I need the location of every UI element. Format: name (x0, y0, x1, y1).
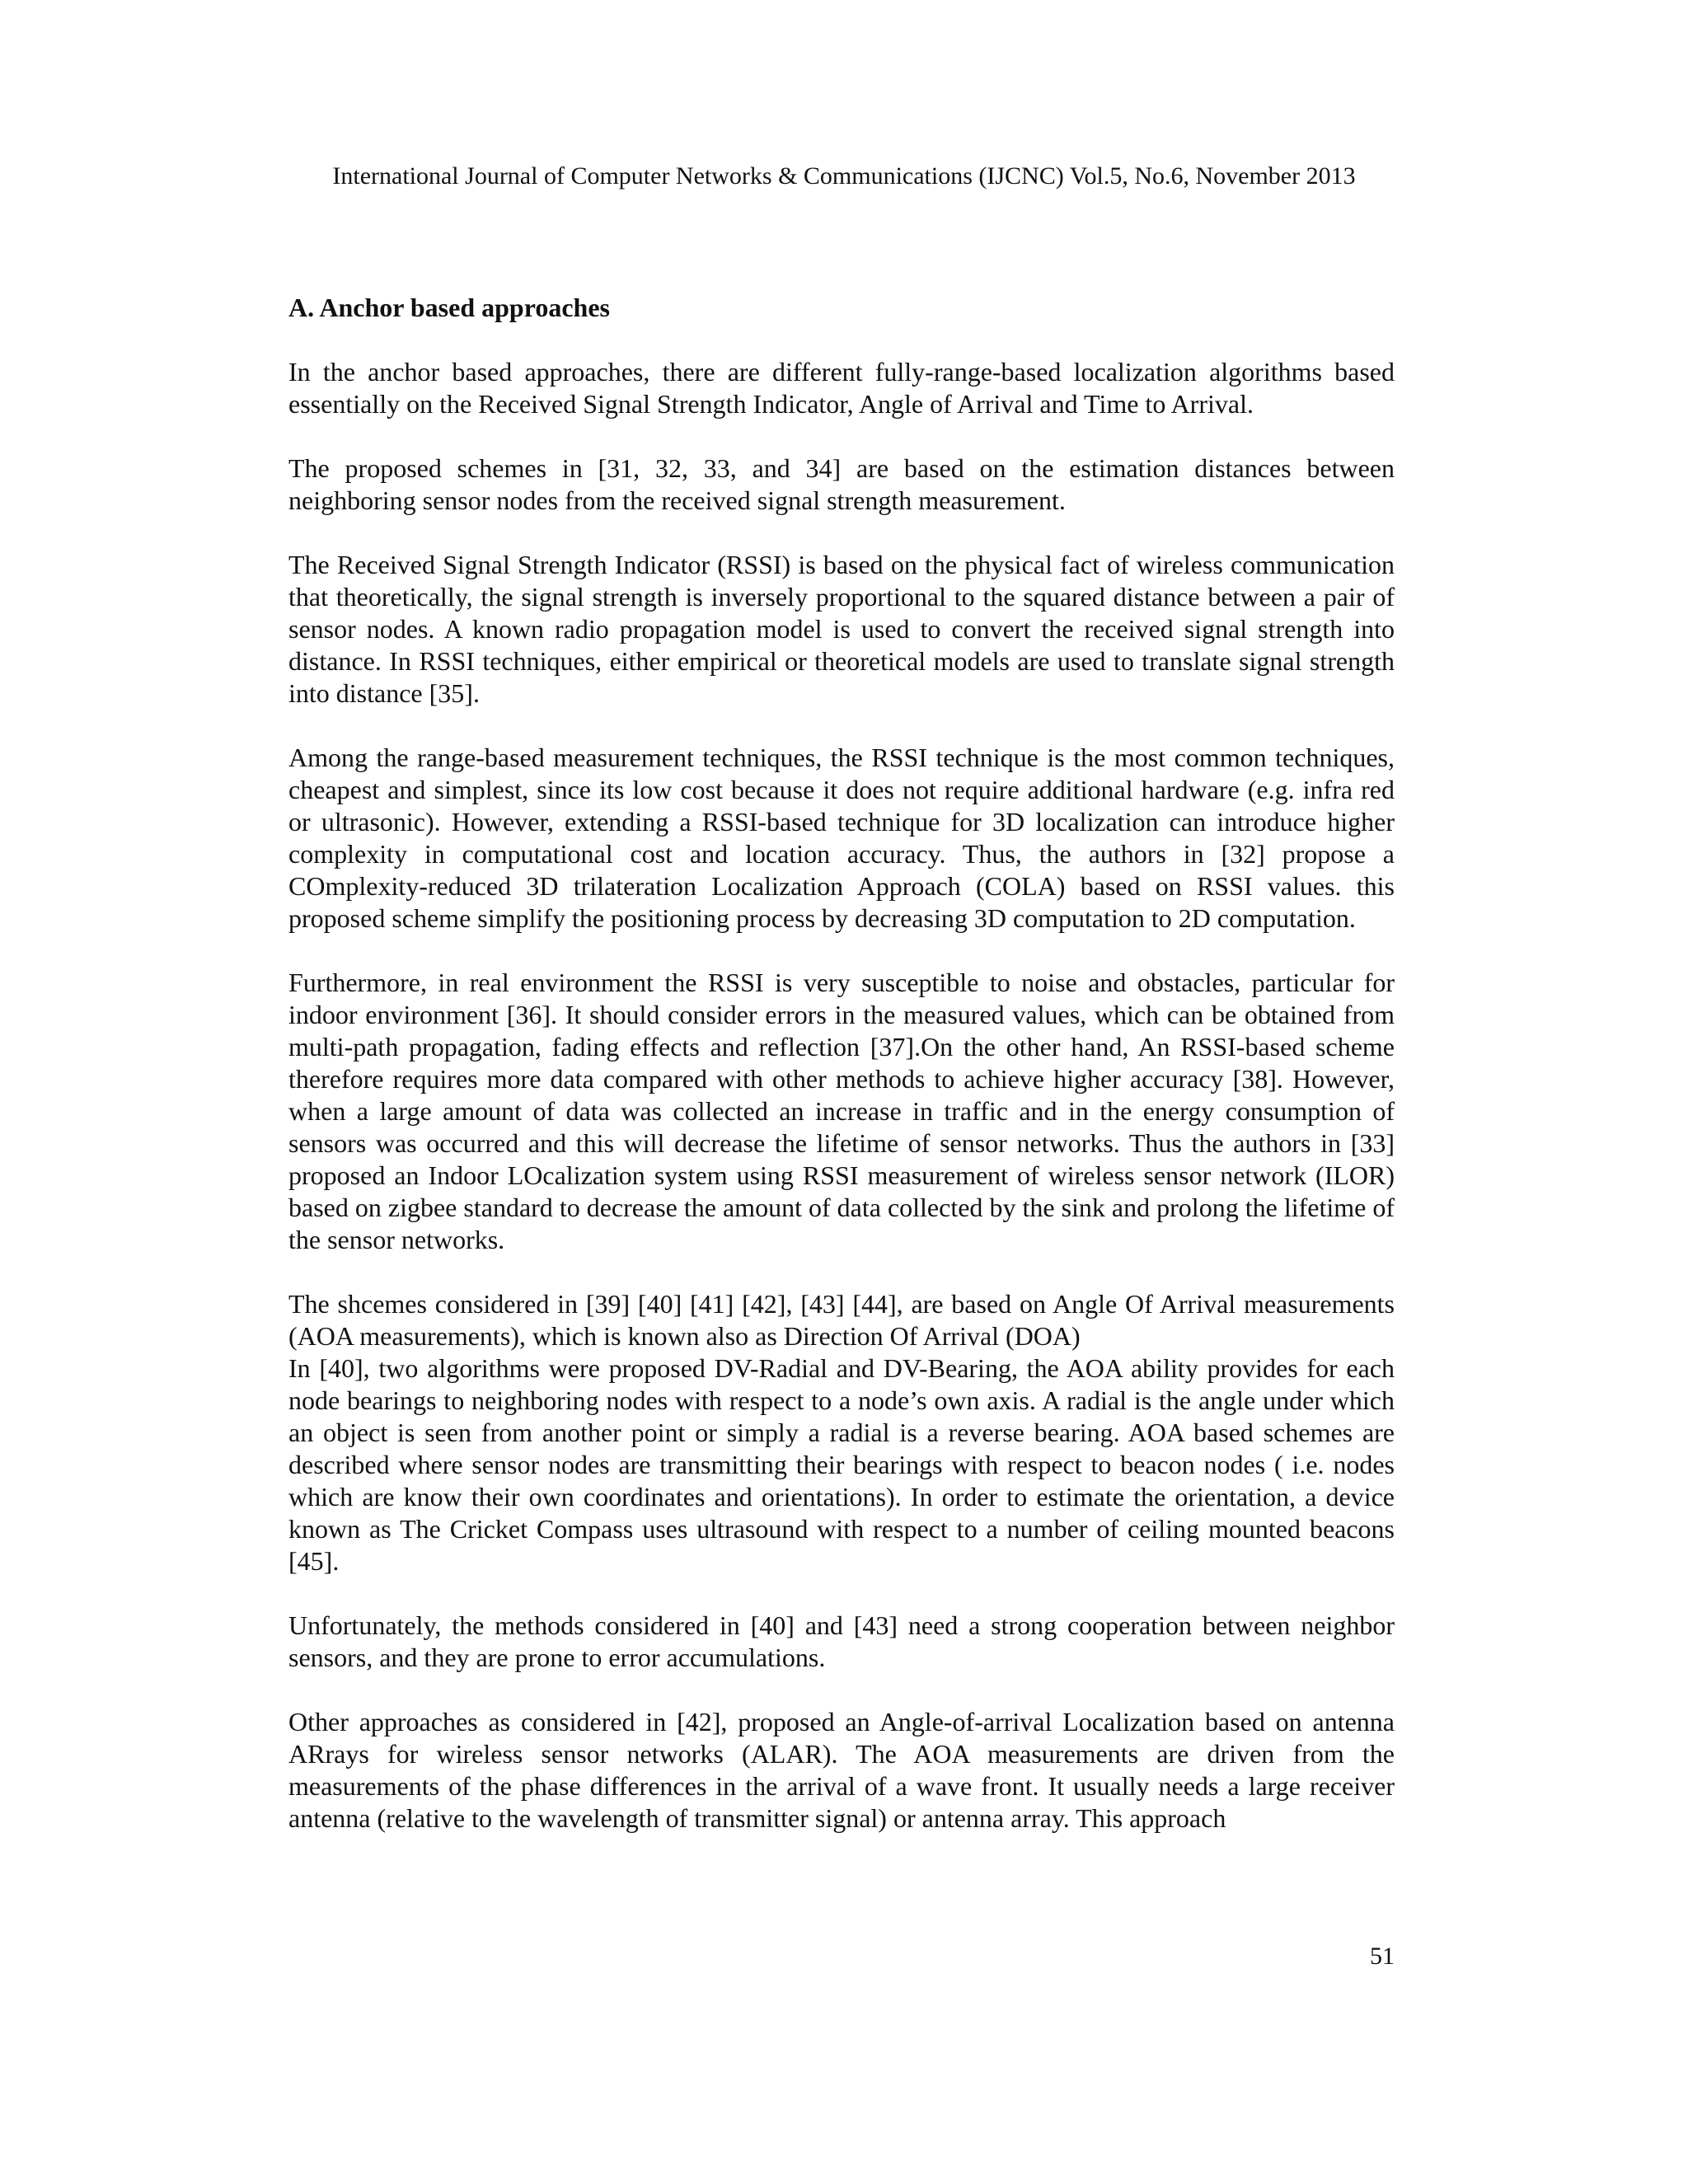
paragraph-alar: Other approaches as considered in [42], proposed an Angle-of-arrival Localization based on antenna ARrays for wireless sensor networks (ALAR). The AOA measurements are driven from the measurements of the phase differences in the arrival of a wave front. It usually needs a large receiver antenna (relative to the wavelength of transmitter signal) or antenna array. This approach (288, 1707, 1395, 1833)
page-body (288, 292, 1395, 1867)
paragraph-rssi-definition: The Received Signal Strength Indicator (RSSI) is based on the physical fact of wireless communication that theoretically, the signal strength is inversely proportional to the squared distance between a pair of sensor nodes. A known radio propagation model is used to convert the received signal strength into distance. In RSSI techniques, either empirical or theoretical models are used to translate signal strength into distance [35]. (288, 550, 1395, 708)
running-header: International Journal of Computer Networks & Communications (IJCNC) Vol.5, No.6, November 2013 (332, 162, 1356, 190)
paragraph-rss-schemes: The proposed schemes in [31, 32, 33, and 34] are based on the estimation distances between neighboring sensor nodes from the received signal strength measurement. (288, 453, 1395, 515)
page-number: 51 (1370, 1943, 1395, 1970)
paragraph-intro: In the anchor based approaches, there are different fully-range-based localization algorithms based essentially on the Received Signal Strength Indicator, Angle of Arrival and Time to Arrival. (288, 357, 1395, 419)
paragraph-aoa-schemes: The shcemes considered in [39] [40] [41] [42], [43] [44], are based on Angle Of Arrival measurements (AOA measurements), which is known also as Direction Of Arrival (DOA) (288, 1289, 1395, 1351)
paragraph-rssi-techniques: Among the range-based measurement techniques, the RSSI technique is the most common techniques, cheapest and simplest, since its low cost because it does not require additional hardware (e.g. infra red or ultrasonic). However, extending a RSSI-based technique for 3D localization can introduce higher complexity in computational cost and location accuracy. Thus, the authors in [32] propose a COmplexity-reduced 3D trilateration Localization Approach (COLA) based on RSSI values. this proposed scheme simplify the positioning process by decreasing 3D computation to 2D computation. (288, 743, 1395, 933)
section-heading: A. Anchor based approaches (288, 293, 610, 322)
paragraph-cooperation: Unfortunately, the methods considered in [40] and [43] need a strong cooperation between neighbor sensors, and they are prone to error accumulations. (288, 1610, 1395, 1672)
paragraph-rssi-indoor: Furthermore, in real environment the RSSI is very susceptible to noise and obstacles, particular for indoor environment [36]. It should consider errors in the measured values, which can be obtained from multi-path propagation, fading effects and reflection [37].On the other hand, An RSSI-based scheme therefore requires more data compared with other methods to achieve higher accuracy [38]. However, when a large amount of data was collected an increase in traffic and in the energy consumption of sensors was occurred and this will decrease the lifetime of sensor networks. Thus the authors in [33] proposed an Indoor LOcalization system using RSSI measurement of wireless sensor network (ILOR) based on zigbee standard to decrease the amount of data collected by the sink and prolong the lifetime of the sensor networks. (288, 968, 1395, 1254)
paragraph-dv-radial: In [40], two algorithms were proposed DV-Radial and DV-Bearing, the AOA ability provides for each node bearings to neighboring nodes with respect to a node’s own axis. A radial is the angle under which an object is seen from another point or simply a radial is a reverse bearing. AOA based schemes are described where sensor nodes are transmitting their bearings with respect to beacon nodes ( i.e. nodes which are know their own coordinates and orientations). In order to estimate the orientation, a device known as The Cricket Compass uses ultrasound with respect to a number of ceiling mounted beacons [45]. (288, 1353, 1395, 1576)
